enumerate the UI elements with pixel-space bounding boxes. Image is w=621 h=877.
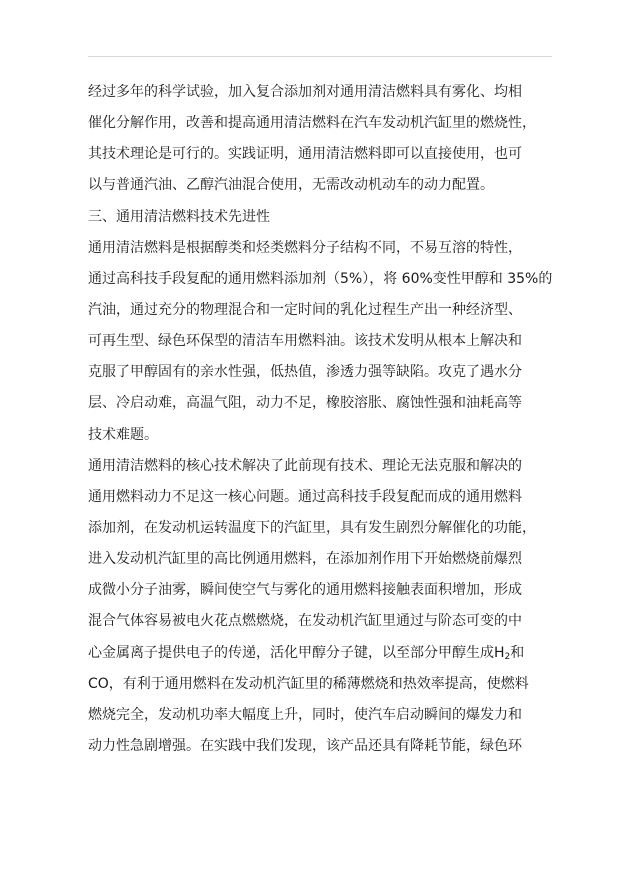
text-line: 以与普通汽油、乙醇汽油混合使用，无需改动机动车的动力配置。 [88, 177, 494, 194]
text-line: 通用清洁燃料是根据醇类和烃类燃料分子结构不同，不易互溶的特性， [88, 239, 522, 256]
text-line: 克服了甲醇固有的亲水性强，低热值，渗透力强等缺陷。攻克了遇水分 [88, 364, 522, 381]
text-line: 燃烧完全，发动机功率大幅度上升，同时，使汽车启动瞬间的爆发力和 [88, 706, 522, 723]
text-line: 通用清洁燃料的核心技术解决了此前现有技术、理论无法克服和解决的 [88, 457, 522, 474]
text-line: 动力性急剧增强。在实践中我们发现，该产品还具有降耗节能，绿色环 [88, 737, 522, 754]
text-line-with-formula [88, 638, 558, 669]
body-text [88, 77, 558, 762]
text-line: 其技术理论是可行的。实践证明，通用清洁燃料即可以直接使用，也可 [88, 146, 522, 163]
text-line: 经过多年的科学试验，加入复合添加剂对通用清洁燃料具有雾化、均相 [88, 84, 522, 100]
text-line: 成微小分子油雾，瞬间使空气与雾化的通用燃料接触表面积增加，形成 [88, 582, 522, 599]
text-line: 通过高科技手段复配的通用燃料添加剂（5%），将 60%变性甲醇和 35%的 [88, 270, 553, 287]
text-segment: 和 [510, 644, 525, 661]
text-line: 催化分解作用，改善和提高通用清洁燃料在汽车发动机汽缸里的燃烧性， [88, 115, 536, 132]
text-line: 技术难题。 [88, 426, 158, 443]
text-line: 层、冷启动难，高温气阻，动力不足，橡胶溶胀、腐蚀性强和油耗高等 [88, 395, 522, 412]
h2-formula [494, 645, 510, 661]
text-line: 通用燃料动力不足这一核心问题。通过高科技手段复配而成的通用燃料 [88, 488, 522, 505]
text-line: 进入发动机汽缸里的高比例通用燃料，在添加剂作用下开始燃烧前爆烈 [88, 551, 522, 568]
h2-subscript: 2 [504, 651, 511, 662]
h2-symbol: H [494, 644, 505, 661]
header-rule [88, 56, 552, 57]
text-line: 添加剂，在发动机运转温度下的汽缸里，具有发生剧烈分解催化的功能， [88, 519, 536, 536]
text-segment: 心金属离子提供电子的传递，活化甲醇分子键，以至部分甲醇生成 [88, 644, 494, 661]
text-line: 汽油，通过充分的物理混合和一定时间的乳化过程生产出一种经济型、 [88, 301, 522, 318]
section-heading: 三、通用清洁燃料技术先进性 [88, 208, 270, 225]
text-line: CO，有利于通用燃料在发动机汽缸里的稀薄燃烧和热效率提高，使燃料 [88, 675, 529, 692]
text-line: 混合气体容易被电火花点燃燃烧，在发动机汽缸里通过与阶态可变的中 [88, 613, 522, 630]
text-line: 可再生型、绿色环保型的清洁车用燃料油。该技术发明从根本上解决和 [88, 333, 522, 350]
